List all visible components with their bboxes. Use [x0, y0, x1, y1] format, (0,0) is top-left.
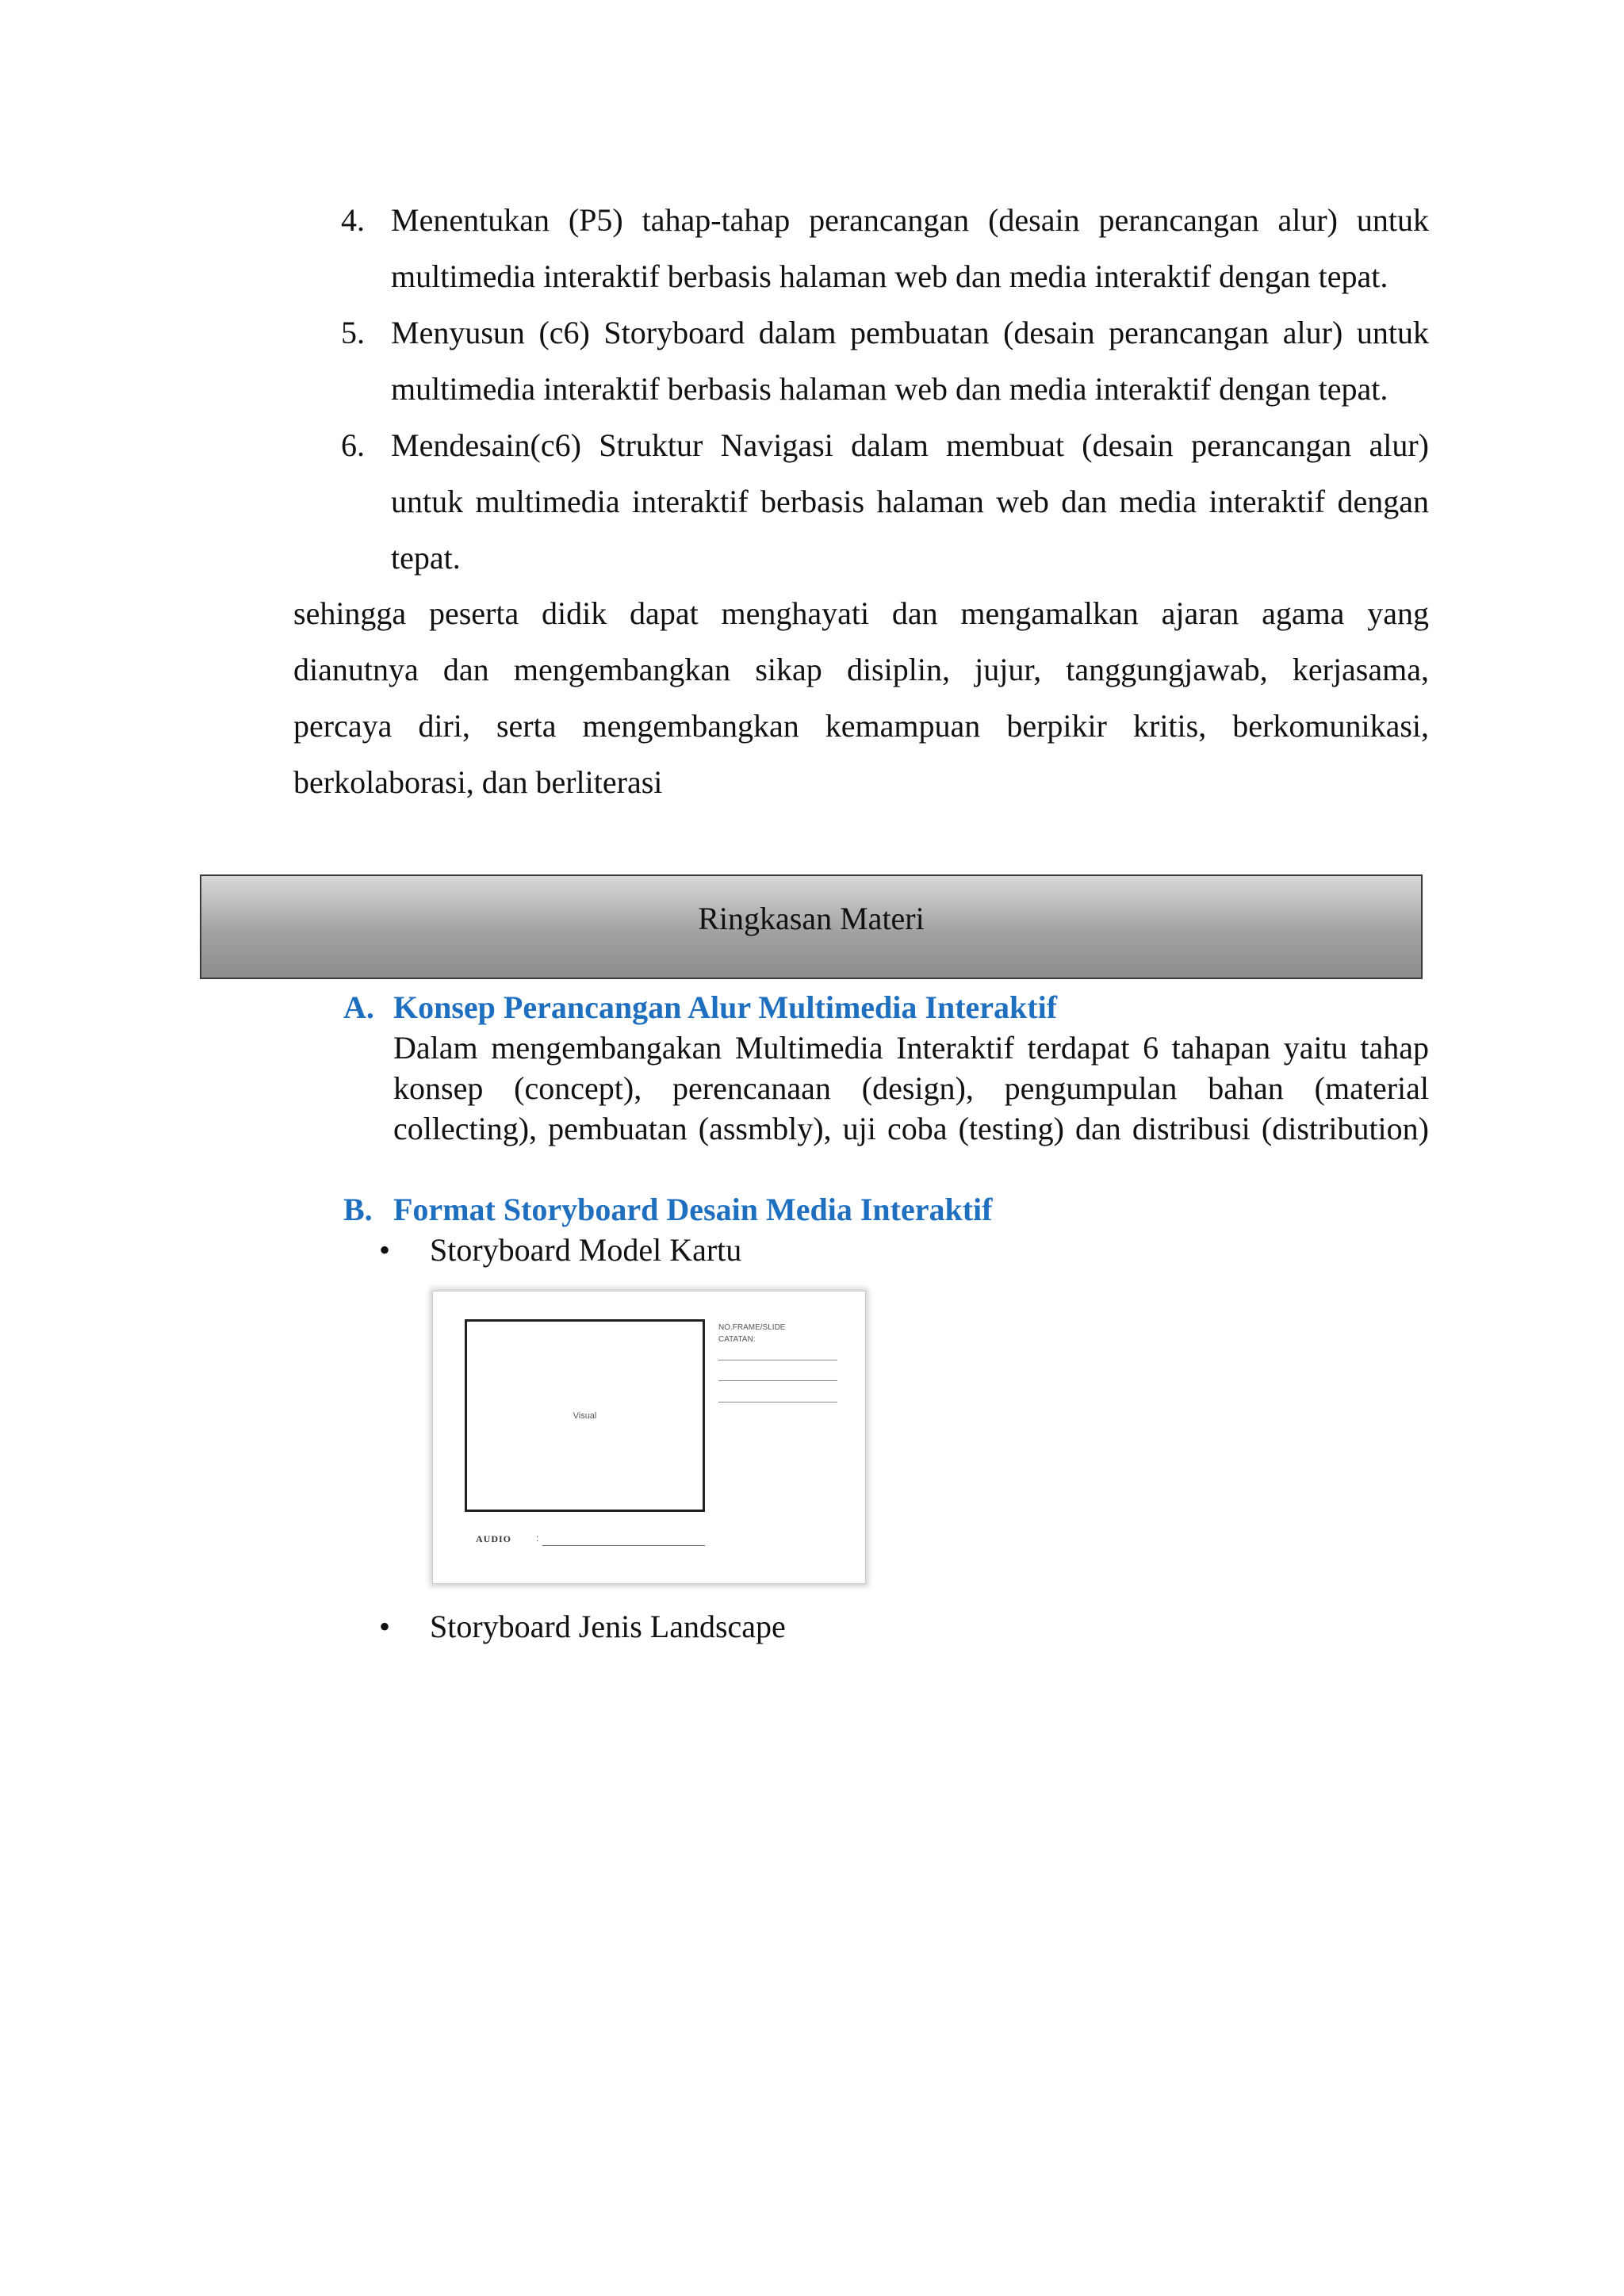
storyboard-card-image	[432, 1291, 866, 1584]
bullet-item	[379, 1231, 741, 1269]
bullet-text: Storyboard Jenis Landscape	[430, 1609, 786, 1644]
notes-line	[718, 1380, 837, 1381]
objective-number: 6.	[341, 427, 365, 463]
objective-line: Mendesain(c6) Struktur Navigasi dalam membuat (desain perancangan alur)	[391, 427, 1429, 463]
notes-label: CATATAN:	[718, 1335, 756, 1344]
objective-line: Menyusun (c6) Storyboard dalam pembuatan (desain perancangan alur) untuk	[391, 315, 1429, 350]
body-line: collecting), pembuatan (assmbly), uji coba (testing) dan distribusi (distribution)	[393, 1111, 1429, 1146]
audio-label: AUDIO	[476, 1533, 512, 1544]
objective-item	[341, 192, 1429, 304]
objective-line: multimedia interaktif berbasis halaman web dan media interaktif dengan tepat.	[391, 371, 1388, 407]
banner-title: Ringkasan Materi	[698, 901, 925, 936]
paragraph-line: berkolaborasi, dan berliterasi	[293, 764, 663, 800]
section-a-body	[393, 1027, 1429, 1149]
section-letter: B.	[343, 1192, 373, 1227]
body-line: konsep (concept), perencanaan (design), pengumpulan bahan (material	[393, 1070, 1429, 1106]
section-a-heading	[343, 989, 1057, 1026]
section-letter: A.	[343, 989, 374, 1025]
paragraph-line: sehingga peserta didik dapat menghayati dan mengamalkan ajaran agama yang	[293, 595, 1429, 631]
bullet-icon: •	[379, 1232, 391, 1268]
section-title: Konsep Perancangan Alur Multimedia Interaktif	[393, 989, 1058, 1025]
objective-number: 5.	[341, 315, 365, 350]
section-title: Format Storyboard Desain Media Interaktif	[393, 1192, 993, 1227]
objective-line: multimedia interaktif berbasis halaman web dan media interaktif dengan tepat.	[391, 258, 1388, 294]
paragraph-line: dianutnya dan mengembangkan sikap disiplin, jujur, tanggungjawab, kerjasama,	[293, 652, 1429, 687]
audio-line	[542, 1545, 705, 1546]
bullet-item	[379, 1608, 786, 1645]
bullet-icon: •	[379, 1609, 391, 1644]
objective-line: Menentukan (P5) tahap-tahap perancangan (desain perancangan alur) untuk	[391, 202, 1429, 238]
objective-item	[341, 417, 1429, 586]
objective-number: 4.	[341, 202, 365, 238]
objective-line: untuk multimedia interaktif berbasis halaman web dan media interaktif dengan	[391, 484, 1429, 519]
section-b-heading	[343, 1191, 992, 1228]
closing-paragraph	[293, 585, 1429, 810]
paragraph-line: percaya diri, serta mengembangkan kemampuan berpikir kritis, berkomunikasi,	[293, 708, 1429, 744]
visual-frame	[465, 1319, 705, 1512]
objective-line: tepat.	[391, 540, 461, 576]
objective-item	[341, 304, 1429, 417]
audio-colon: :	[536, 1533, 539, 1544]
section-banner	[200, 874, 1423, 979]
frame-number-label: NO.FRAME/SLIDE	[718, 1323, 786, 1332]
visual-label: Visual	[573, 1411, 597, 1421]
body-line: Dalam mengembangakan Multimedia Interaktif terdapat 6 tahapan yaitu tahap	[393, 1030, 1429, 1066]
bullet-text: Storyboard Model Kartu	[430, 1232, 742, 1268]
